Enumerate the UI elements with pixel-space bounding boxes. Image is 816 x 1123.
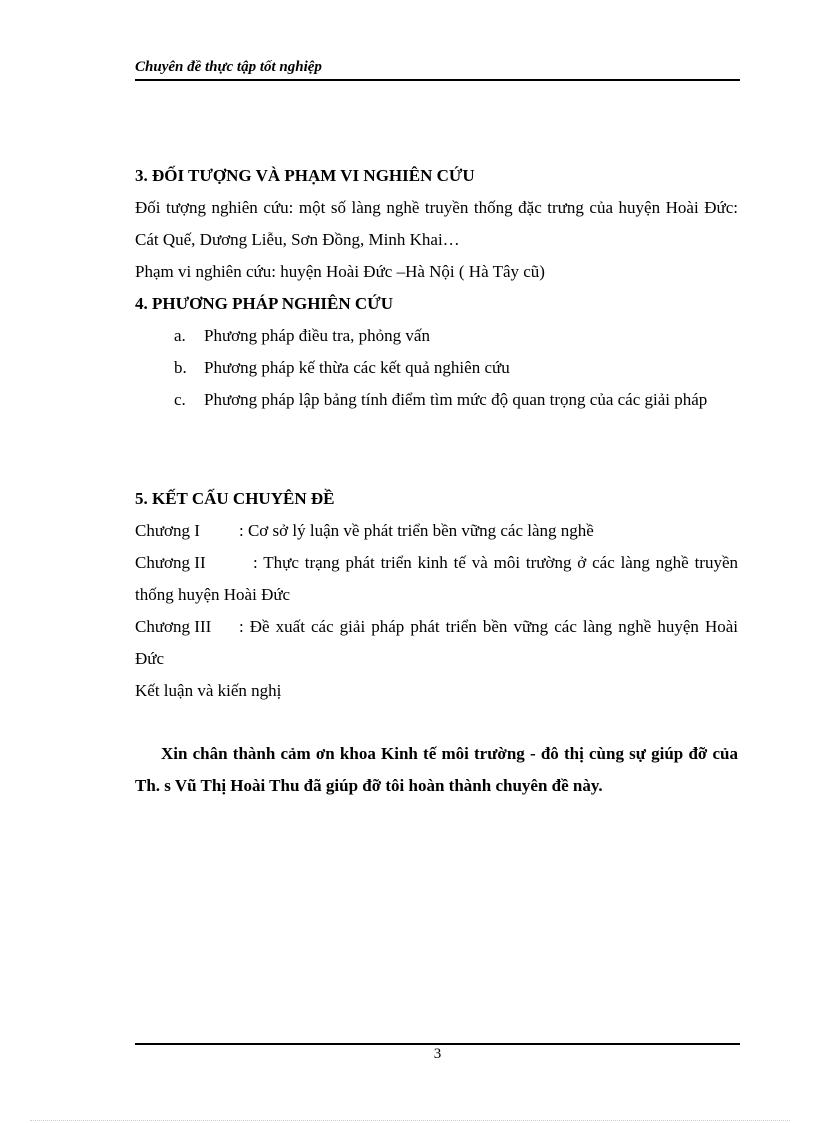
page-bottom-border xyxy=(30,1120,790,1121)
chapter-line xyxy=(135,547,738,611)
page-number: 3 xyxy=(433,1046,442,1062)
section-3-scope-paragraph: Phạm vi nghiên cứu: huyện Hoài Đức –Hà Nội ( Hà Tây cũ) xyxy=(135,262,545,281)
chapter-name: Chương I xyxy=(135,521,200,540)
chapter-name: Chương III xyxy=(135,617,212,636)
section-4-heading: 4. PHƯƠNG PHÁP NGHIÊN CỨU xyxy=(135,294,393,313)
list-item-text: Phương pháp kế thừa các kết quả nghiên cứu xyxy=(204,358,510,377)
list-marker: b. xyxy=(174,358,187,377)
chapter-line xyxy=(135,515,738,547)
list-marker: c. xyxy=(174,390,186,409)
acknowledgement xyxy=(135,738,738,802)
section-3-heading: 3. ĐỐI TƯỢNG VÀ PHẠM VI NGHIÊN CỨU xyxy=(135,166,475,185)
conclusion-line: Kết luận và kiến nghị xyxy=(135,681,282,700)
acknowledgement-text: Xin chân thành cảm ơn khoa Kinh tế môi trường - đô thị cùng sự giúp đỡ của Th. s Vũ Thị Hoài Thu đã giúp đỡ tôi hoàn thành chuyên đề này. xyxy=(135,744,738,795)
list-item xyxy=(135,384,738,416)
page-header xyxy=(135,57,740,81)
list-item-text: Phương pháp lập bảng tính điểm tìm mức độ quan trọng của các giải pháp xyxy=(204,390,708,409)
footer-divider xyxy=(135,1043,740,1045)
list-item xyxy=(135,320,738,352)
section-3-object-paragraph: Đối tượng nghiên cứu: một số làng nghề truyền thống đặc trưng của huyện Hoài Đức: Cát Quế, Dương Liễu, Sơn Đồng, Minh Khai… xyxy=(135,198,738,249)
chapter-text: : Đề xuất các giải pháp phát triển bền vững các làng nghề huyện Hoài Đức xyxy=(135,617,738,668)
list-item xyxy=(135,352,738,384)
list-marker: a. xyxy=(174,326,186,345)
section-3 xyxy=(135,160,738,416)
chapter-name: Chương II xyxy=(135,553,206,572)
section-5 xyxy=(135,483,738,707)
header-title: Chuyên đề thực tập tốt nghiệp xyxy=(135,59,322,75)
section-5-heading: 5. KẾT CẤU CHUYÊN ĐỀ xyxy=(135,489,335,508)
list-item-text: Phương pháp điều tra, phỏng vấn xyxy=(204,326,430,345)
chapter-text: : Thực trạng phát triển kinh tế và môi trường ở các làng nghề truyền thống huyện Hoài Đức xyxy=(135,553,738,604)
chapter-text: : Cơ sở lý luận về phát triển bền vững các làng nghề xyxy=(239,521,594,540)
method-list xyxy=(135,320,738,416)
chapter-line xyxy=(135,611,738,675)
